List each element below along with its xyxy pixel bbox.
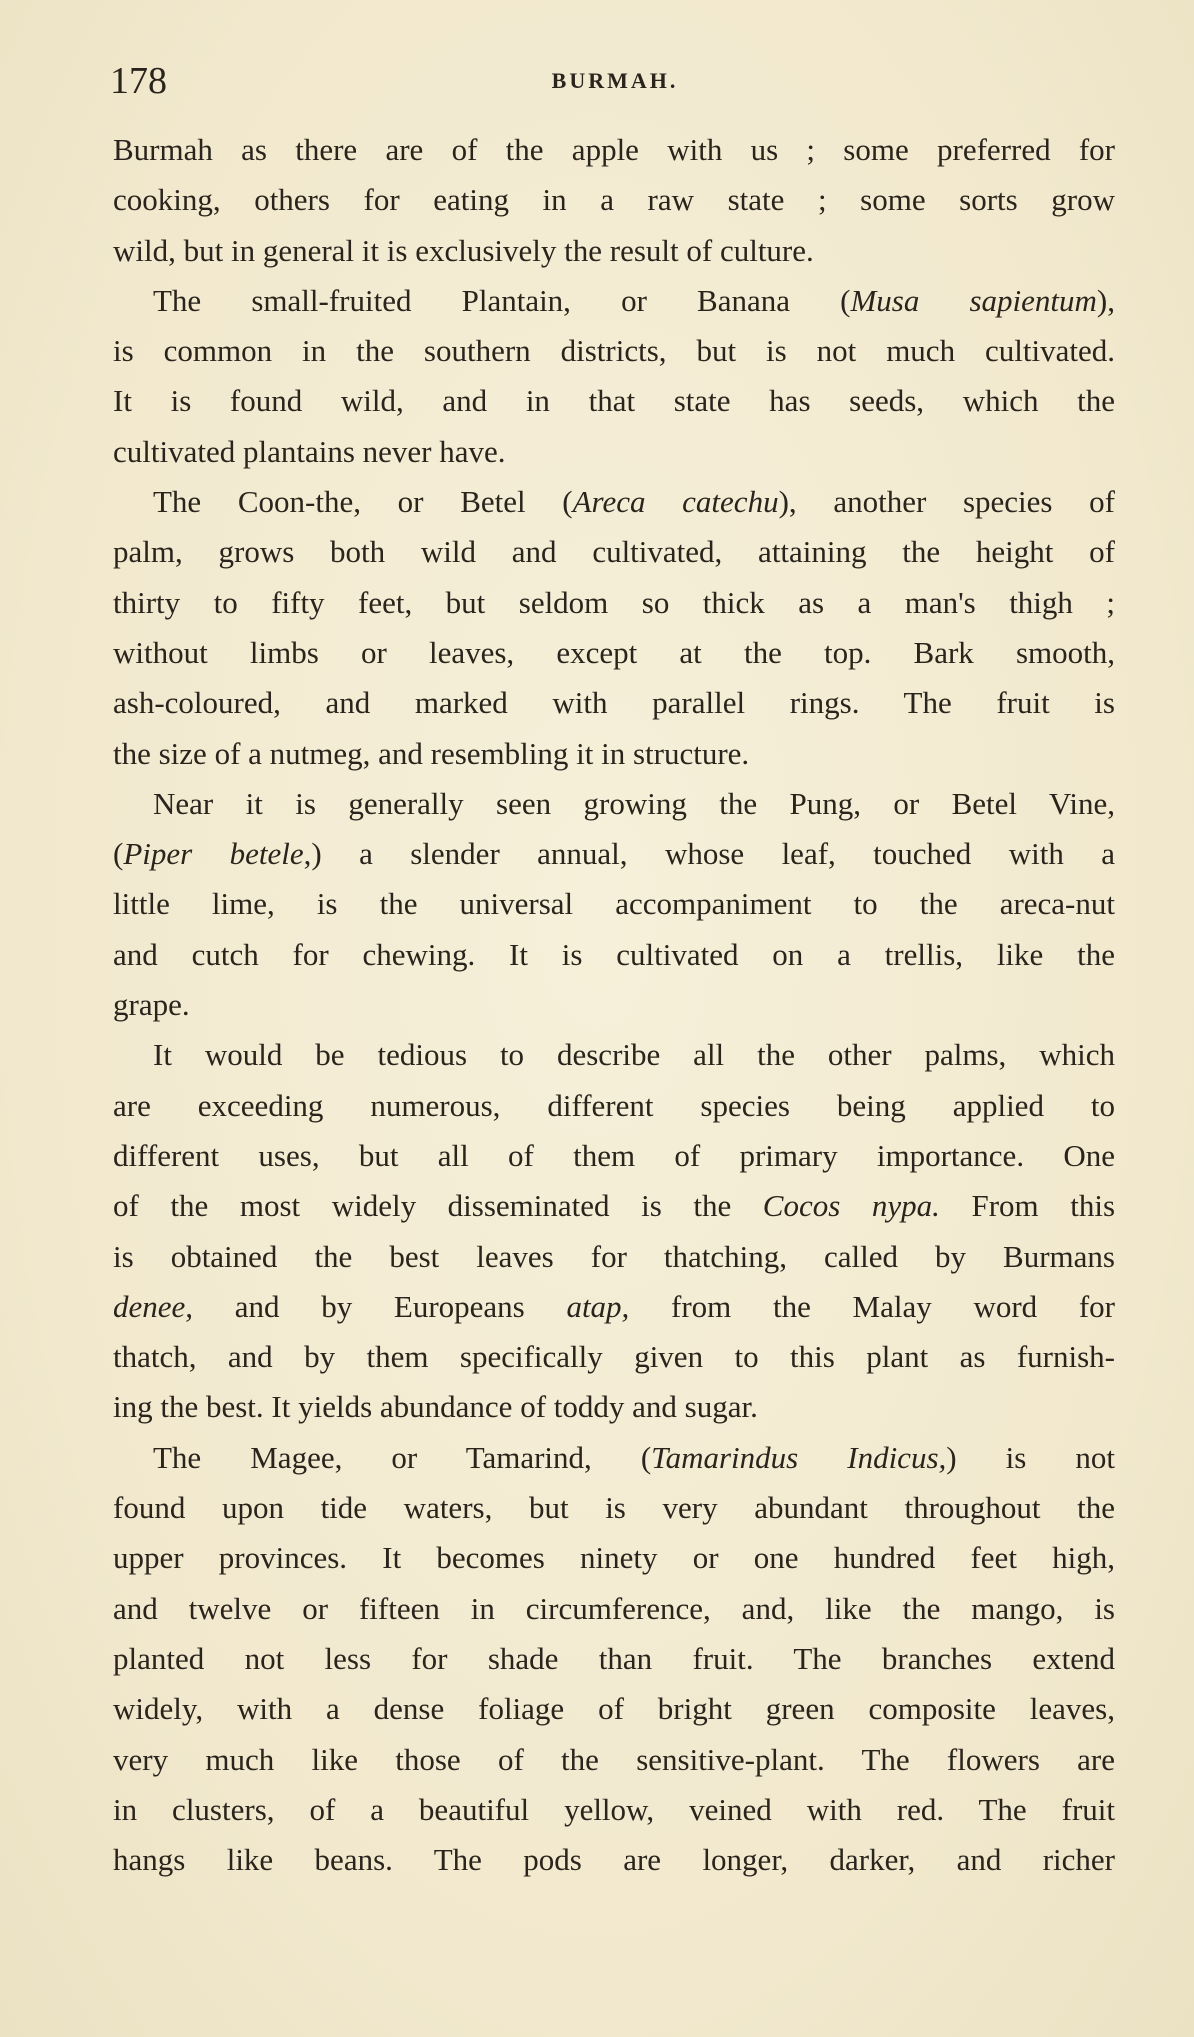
text-line: [113, 226, 1115, 276]
text-span: (: [113, 836, 124, 872]
text-span: It would be tedious to describe all the other palms, which: [153, 1037, 1115, 1073]
text-line: [113, 1282, 1115, 1332]
text-span: grape.: [113, 987, 190, 1023]
text-line: [113, 1735, 1115, 1785]
text-span: from the Malay word for: [629, 1288, 1115, 1324]
text-span: The small-fruited Plantain, or Banana (: [153, 282, 851, 318]
text-line: [113, 1483, 1115, 1533]
text-span: planted not less for shade than fruit. The branches extend: [113, 1640, 1115, 1676]
text-line: [113, 477, 1115, 527]
text-line: [113, 276, 1115, 326]
text-span: very much like those of the sensitive-plant. The flowers are: [113, 1741, 1115, 1777]
text-span: little lime, is the universal accompaniment to the areca-nut: [113, 886, 1115, 922]
italic-text: Musa sapientum: [850, 282, 1097, 318]
text-line: [113, 1584, 1115, 1634]
text-line: [113, 1181, 1115, 1231]
running-head: BURMAH.: [551, 68, 679, 93]
text-line: [113, 1332, 1115, 1382]
text-span: ash-coloured, and marked with parallel rings. The fruit is: [113, 685, 1115, 721]
text-span: palm, grows both wild and cultivated, attaining the height of: [113, 534, 1115, 570]
text-span: and by Europeans: [193, 1288, 567, 1324]
text-line: [113, 930, 1115, 980]
text-line: [113, 175, 1115, 225]
text-span: wild, but in general it is exclusively the result of culture.: [113, 232, 814, 268]
text-span: the size of a nutmeg, and resembling it in structure.: [113, 735, 750, 771]
body-text: [113, 125, 1115, 1885]
text-line: [113, 1785, 1115, 1835]
text-span: ) is not: [946, 1439, 1115, 1475]
italic-text: atap,: [566, 1288, 630, 1324]
text-span: are exceeding numerous, different species being applied to: [113, 1087, 1115, 1123]
text-line: [113, 1835, 1115, 1885]
text-span: of the most widely disseminated is the: [113, 1188, 763, 1224]
text-line: [113, 829, 1115, 879]
text-line: [113, 578, 1115, 628]
text-line: [113, 628, 1115, 678]
text-span: found upon tide waters, but is very abundant throughout the: [113, 1490, 1115, 1526]
text-span: cooking, others for eating in a raw state ; some sorts grow: [113, 182, 1115, 218]
text-span: It is found wild, and in that state has seeds, which the: [113, 383, 1115, 419]
text-line: [113, 678, 1115, 728]
page-number: 178: [110, 60, 167, 102]
text-span: From this: [939, 1188, 1116, 1224]
text-line: [113, 1533, 1115, 1583]
text-line: [113, 125, 1115, 175]
text-span: ing the best. It yields abundance of toddy and sugar.: [113, 1389, 758, 1425]
text-span: different uses, but all of them of primary importance. One: [113, 1137, 1115, 1173]
text-line: [113, 1081, 1115, 1131]
italic-text: Areca catechu: [572, 484, 779, 520]
text-line: [113, 1634, 1115, 1684]
text-line: [113, 1232, 1115, 1282]
text-line: [113, 779, 1115, 829]
text-span: ), another species of: [778, 484, 1115, 520]
text-line: [113, 376, 1115, 426]
text-span: is common in the southern districts, but is not much cultivated.: [113, 333, 1115, 369]
text-span: ),: [1096, 282, 1115, 318]
text-line: [113, 980, 1115, 1030]
text-line: [113, 1433, 1115, 1483]
text-span: ,) a slender annual, whose leaf, touched with a: [303, 836, 1115, 872]
text-span: without limbs or leaves, except at the top. Bark smooth,: [113, 634, 1115, 670]
text-line: [113, 729, 1115, 779]
text-line: [113, 1382, 1115, 1432]
text-span: Burmah as there are of the apple with us ; some preferred for: [113, 132, 1115, 167]
text-span: widely, with a dense foliage of bright green composite leaves,: [113, 1691, 1115, 1727]
text-span: The Magee, or Tamarind, (: [153, 1439, 652, 1475]
italic-text: Cocos nypa.: [762, 1188, 940, 1224]
text-span: upper provinces. It becomes ninety or one hundred feet high,: [113, 1540, 1115, 1576]
text-span: cultivated plantains never have.: [113, 433, 506, 469]
text-span: thirty to fifty feet, but seldom so thick as a man's thigh ;: [113, 584, 1115, 620]
text-span: and cutch for chewing. It is cultivated on a trellis, like the: [113, 936, 1115, 972]
text-span: hangs like beans. The pods are longer, darker, and richer: [113, 1842, 1115, 1878]
text-line: [113, 427, 1115, 477]
page-header: [110, 58, 1120, 108]
text-line: [113, 1131, 1115, 1181]
text-line: [113, 879, 1115, 929]
text-span: in clusters, of a beautiful yellow, veined with red. The fruit: [113, 1791, 1115, 1827]
text-line: [113, 527, 1115, 577]
text-line: [113, 1030, 1115, 1080]
text-span: Near it is generally seen growing the Pung, or Betel Vine,: [153, 785, 1115, 821]
text-span: The Coon-the, or Betel (: [153, 484, 573, 520]
text-span: is obtained the best leaves for thatching, called by Burmans: [113, 1238, 1115, 1274]
text-line: [113, 326, 1115, 376]
italic-text: Tamarindus Indicus,: [651, 1439, 947, 1475]
text-line: [113, 1684, 1115, 1734]
italic-text: denee,: [113, 1288, 194, 1324]
text-span: and twelve or fifteen in circumference, and, like the mango, is: [113, 1590, 1115, 1626]
text-span: thatch, and by them specifically given to this plant as furnish-: [113, 1339, 1115, 1375]
italic-text: Piper betele: [123, 836, 304, 872]
